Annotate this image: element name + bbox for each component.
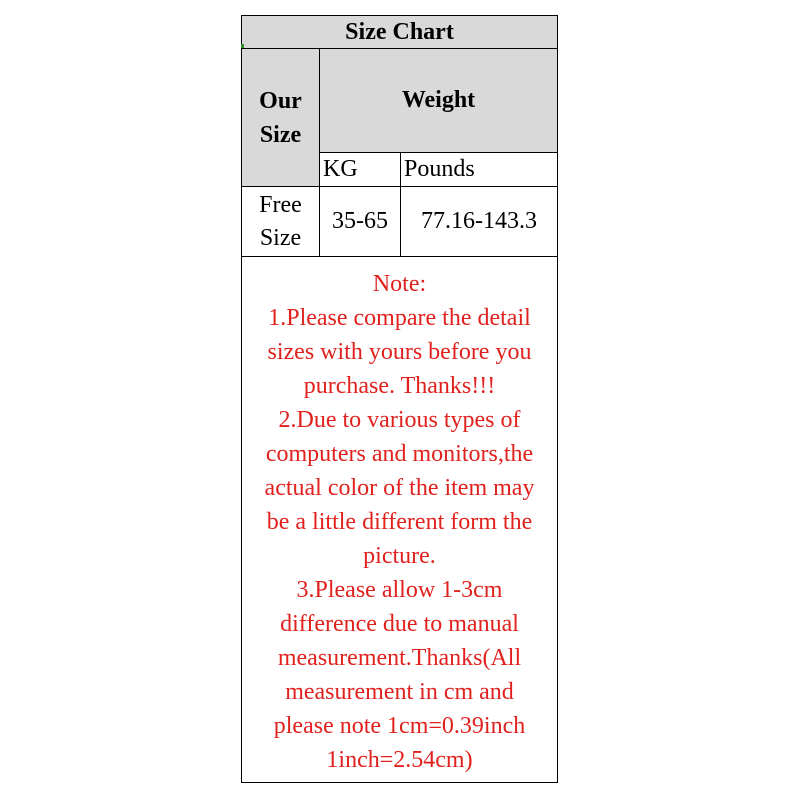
note-line: actual color of the item may: [264, 475, 535, 501]
note-line: 1inch=2.54cm): [326, 747, 473, 773]
note-line: sizes with yours before you: [267, 339, 532, 365]
note-line: Note:: [372, 271, 427, 297]
size-value-line1: Free: [259, 191, 302, 218]
cell-corner-marker: [241, 44, 244, 48]
kg-value: 35-65: [320, 187, 401, 257]
size-value: [242, 187, 320, 257]
note-line: 2.Due to various types of: [278, 407, 521, 433]
note-line: 1.Please compare the detail: [268, 305, 531, 331]
our-size-header: [242, 49, 320, 187]
note-line: computers and monitors,the: [265, 441, 534, 467]
note-block: [242, 257, 557, 782]
size-chart-table: [241, 15, 558, 783]
our-size-header-line1: Our: [259, 87, 302, 114]
chart-title: Size Chart: [242, 16, 557, 49]
weight-header: Weight: [320, 49, 557, 153]
pounds-value: 77.16-143.3: [401, 187, 557, 257]
note-line: please note 1cm=0.39inch: [273, 713, 526, 739]
note-line: difference due to manual: [280, 611, 519, 637]
size-value-line2: Size: [259, 224, 302, 251]
pounds-header: Pounds: [401, 153, 557, 187]
note-line: picture.: [363, 543, 436, 569]
our-size-header-line2: Size: [259, 121, 302, 148]
note-line: be a little different form the: [266, 509, 533, 535]
note-line: measurement.Thanks(All: [277, 645, 522, 671]
note-line: purchase. Thanks!!!: [303, 373, 496, 399]
note-line: measurement in cm and: [285, 679, 514, 705]
note-line: 3.Please allow 1-3cm: [296, 577, 503, 603]
kg-header: KG: [320, 153, 401, 187]
